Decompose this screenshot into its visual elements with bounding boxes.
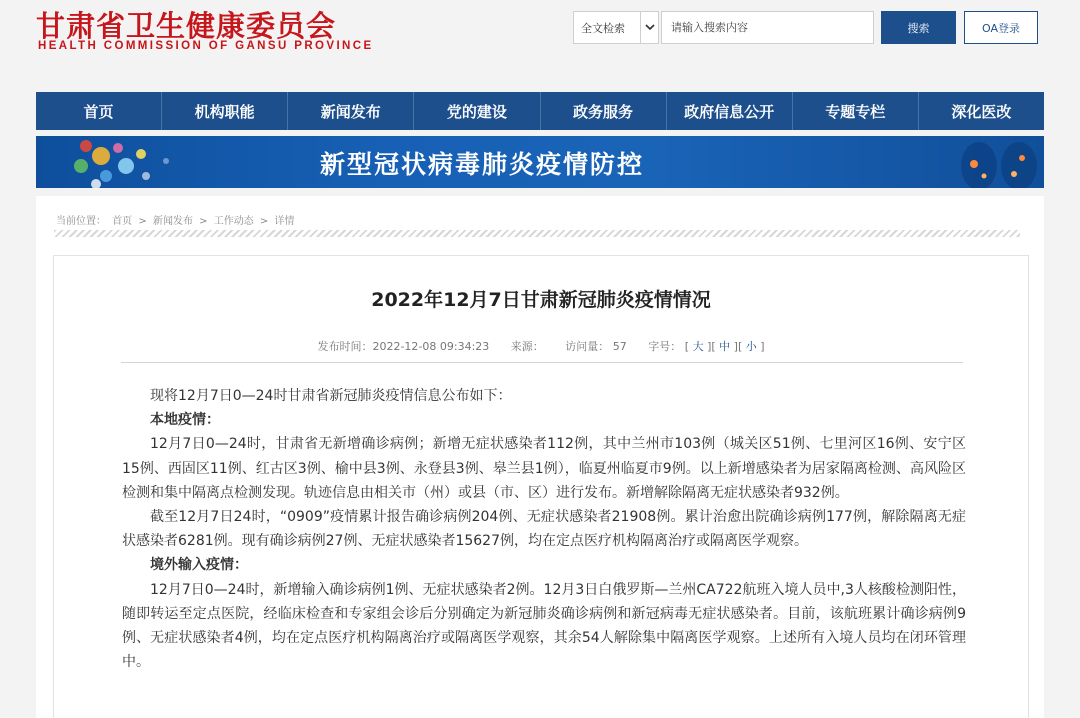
article-paragraph: 12月7日0—24时，甘肃省无新增确诊病例；新增无症状感染者112例，其中兰州市103例（城关区51例、七里河区16例、安宁区15例、西固区11例、红古区3例、榆中县3例、永登县3例、皋兰县1例），临夏州临夏市9例。以上新增感染者为居家隔离检测、高风险区检测和集中隔离点检测发现。轨迹信息由相关市（州）或县（市、区）进行发布。新增解除隔离无症状感染者932例。 [122, 436, 966, 501]
nav-item-news[interactable]: 新闻发布 [288, 92, 414, 130]
visits-label: 访问量： [565, 340, 610, 353]
nav-item-party[interactable]: 党的建设 [414, 92, 540, 130]
meta-divider [121, 362, 963, 363]
search-scope-value: 全文检索 [581, 21, 625, 35]
nav-item-disclosure[interactable]: 政府信息公开 [667, 92, 793, 130]
search-input[interactable] [661, 11, 874, 44]
font-size-small-link[interactable]: 小 [745, 340, 757, 353]
breadcrumb-current: 详情 [274, 216, 295, 227]
nav-item-services[interactable]: 政务服务 [541, 92, 667, 130]
content-panel [36, 196, 1044, 718]
site-logo-title[interactable]: 甘肃省卫生健康委员会 [36, 9, 337, 43]
breadcrumb-home[interactable]: 首页 [112, 216, 133, 227]
breadcrumb [56, 212, 297, 227]
font-size-large-link[interactable]: 大 [692, 340, 704, 353]
breadcrumb-prefix: 当前位置： [56, 216, 106, 227]
nav-item-home[interactable]: 首页 [36, 92, 162, 130]
publish-time-label: 发布时间： [317, 340, 373, 353]
banner-decoration-left [56, 136, 206, 188]
nav-item-reform[interactable]: 深化医改 [951, 102, 1012, 121]
section-heading-imported: 境外输入疫情： [150, 557, 248, 574]
search-scope-select[interactable] [573, 11, 659, 44]
visits-count: 57 [612, 340, 627, 353]
article [53, 255, 1029, 718]
breadcrumb-separator: > [199, 216, 208, 227]
site-logo-subtitle: HEALTH COMMISSION OF GANSU PROVINCE [38, 40, 374, 52]
breadcrumb-separator: > [138, 216, 147, 227]
main-nav [36, 92, 1044, 130]
search-button[interactable]: 搜索 [881, 11, 956, 44]
article-paragraph: 12月7日0—24时，新增输入确诊病例1例、无症状感染者2例。12月3日白俄罗斯—兰州CA722航班入境人员中,3人核酸检测阳性，随即转运至定点医院，经临床检查和专家组会诊后分别确定为新冠肺炎确诊病例和新冠病毒无症状感染者。目前，该航班累计确诊病例9例、无症状感染者4例，均在定点医疗机构隔离治疗或隔离医学观察，其余54人解除集中隔离医学观察。上述所有入境人员均在闭环管理中。 [122, 581, 966, 671]
hatch-divider [54, 230, 1020, 237]
article-meta: 发布时间：2022-12-08 09:34:23 来源： 访问量： 57 字号： [ 大 ][ 中 ][ 小 ] [317, 340, 765, 353]
article-body [122, 384, 966, 674]
article-paragraph: 截至12月7日24时，“0909”疫情累计报告确诊病例204例、无症状感染者21908例。累计治愈出院确诊病例177例，解除隔离无症状感染者6281例。现有确诊病例27例、无症状感染者15627例，均在定点医疗机构隔离治疗或隔离医学观察。 [122, 509, 966, 550]
site-header [0, 0, 1080, 90]
article-title: 2022年12月7日甘肃新冠肺炎疫情情况 [371, 289, 711, 311]
article-paragraph: 现将12月7日0—24时甘肃省新冠肺炎疫情信息公布如下： [150, 388, 512, 404]
oa-login-button[interactable]: OA登录 [964, 11, 1038, 44]
source-label: 来源： [510, 340, 544, 353]
breadcrumb-news[interactable]: 新闻发布 [152, 216, 193, 227]
section-heading-local: 本地疫情： [150, 412, 220, 429]
covid-banner[interactable] [36, 136, 1044, 188]
nav-item-topics[interactable]: 专题专栏 [793, 92, 919, 130]
chevron-down-icon[interactable] [640, 12, 658, 43]
breadcrumb-separator: > [259, 216, 269, 227]
font-size-label: 字号： [648, 340, 682, 353]
font-size-medium-link[interactable]: 中 [719, 340, 731, 353]
publish-time: 2022-12-08 09:34:23 [372, 340, 490, 353]
nav-item-organization[interactable]: 机构职能 [162, 92, 288, 130]
banner-title: 新型冠状病毒肺炎疫情防控 [320, 150, 645, 179]
lungs-icon [934, 136, 1044, 188]
breadcrumb-work-updates[interactable]: 工作动态 [213, 216, 254, 227]
